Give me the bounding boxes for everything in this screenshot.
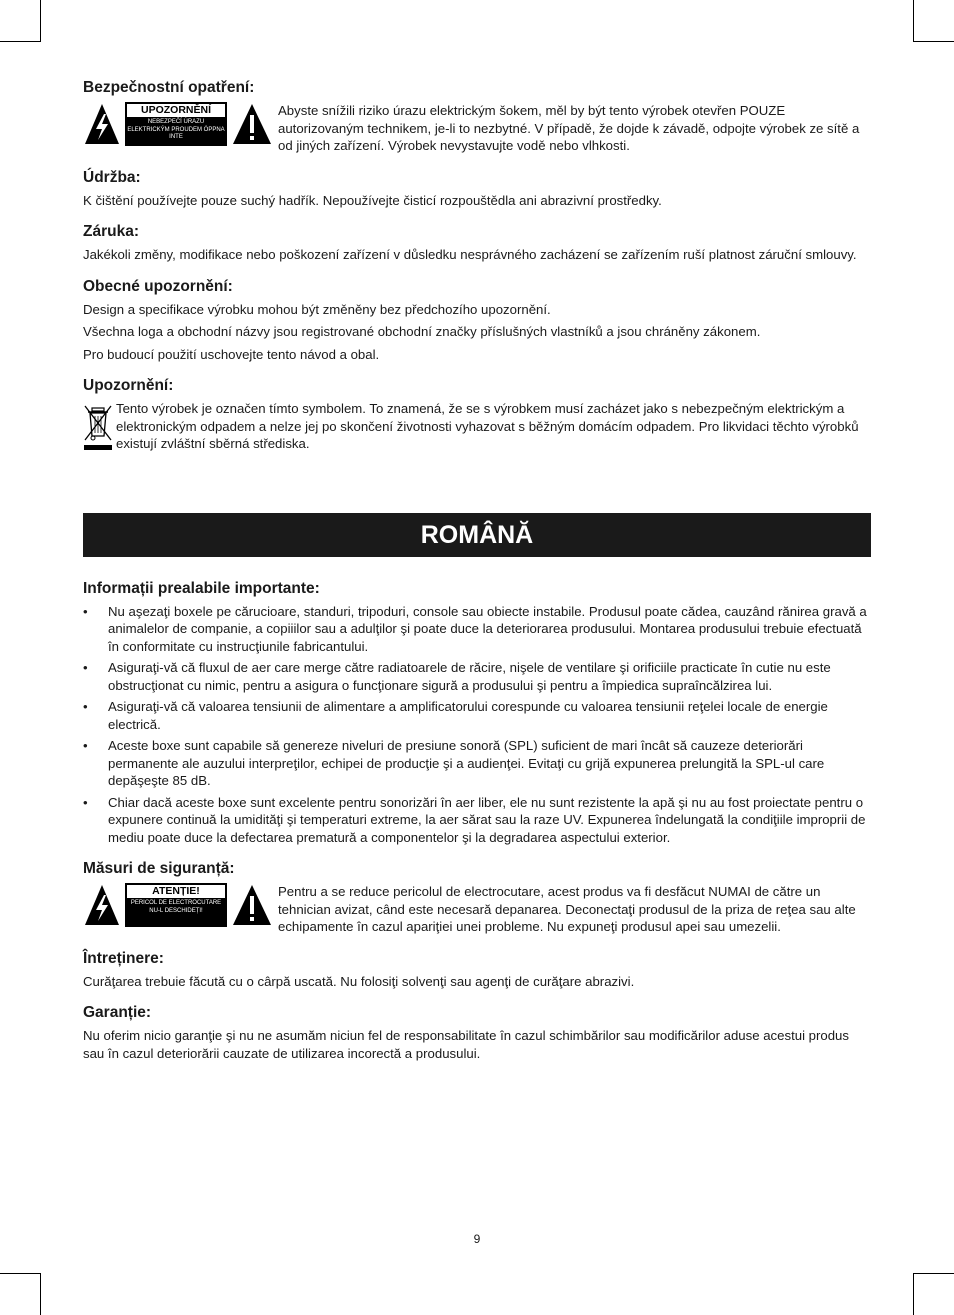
ro-caution-label-sub: PERICOL DE ELECTROCUTARE NU-L DESCHIDEȚI! bbox=[130, 900, 222, 914]
cz-warning-graphic bbox=[83, 102, 273, 148]
ro-maintenance-section bbox=[83, 949, 871, 991]
cz-caution-label bbox=[125, 102, 227, 146]
crop-mark bbox=[40, 0, 41, 42]
ro-warranty-section bbox=[83, 1003, 871, 1062]
ro-important-heading: Informații prealabile importante: bbox=[83, 579, 320, 597]
cz-notice-body bbox=[83, 400, 871, 453]
list-item: • Asiguraţi-vă că valoarea tensiunii de alimentare a amplificatorului corespunde cu valoarea tensiunii reţelei locale de energie electrică. bbox=[83, 699, 828, 732]
crop-mark bbox=[0, 1273, 41, 1274]
ro-caution-label bbox=[125, 883, 227, 927]
ro-warranty-heading: Garanție: bbox=[83, 1004, 152, 1021]
ro-safety-section bbox=[83, 859, 871, 936]
cz-maintenance-heading: Údržba: bbox=[83, 168, 141, 186]
crop-mark bbox=[913, 41, 954, 42]
crop-mark bbox=[913, 1273, 914, 1315]
cz-safety-text: Abyste snížili riziko úrazu elektrickým šokem, měl by být tento výrobek otevřen POUZE autorizovaným technikem, je-li to nezbytné. V případě, že dojde k závadě, odpojte výrobek ze sítě a od jiných zařízení. Výrobek nevystavujte vodě nebo vlhkosti. bbox=[278, 103, 860, 153]
weee-bin-icon bbox=[83, 402, 113, 452]
exclamation-warning-icon bbox=[231, 883, 273, 927]
cz-maintenance-section bbox=[83, 168, 871, 210]
cz-safety-heading: Bezpečnostní opatření: bbox=[83, 79, 255, 96]
list-item: • Asiguraţi-vă că fluxul de aer care merge către radiatoarele de răcire, nişele de ventilare şi orificiile practicate în cutie nu este obstrucţionat cu nimic, pentru a asigura o funcţionare sigură a produsului şi pentru a împiedica supraîncălzirea lui. bbox=[83, 660, 831, 693]
cz-general-heading: Obecné upozornění: bbox=[83, 277, 233, 295]
ro-caution-label-title: ATENȚIE! bbox=[127, 885, 225, 898]
ro-important-list bbox=[83, 603, 871, 847]
cz-safety-section bbox=[83, 78, 871, 155]
ro-safety-heading: Măsuri de siguranță: bbox=[83, 860, 235, 877]
cz-maintenance-text: K čištění používejte pouze suchý hadřík. Nepoužívejte čisticí rozpouštědla ani abrazivní prostředky. bbox=[83, 192, 662, 208]
exclamation-warning-icon bbox=[231, 102, 273, 146]
cz-general-text-1: Design a specifikace výrobku mohou být změněny bez předchozího upozornění. bbox=[83, 301, 551, 317]
ro-warranty-text: Nu oferim nicio garanţie şi nu ne asumăm niciun fel de responsabilitate în cazul schimbărilor sau modificărilor aduse acestui produs sau în cazul deteriorării cauzate de utilizarea incorectă a produsului. bbox=[83, 1028, 849, 1061]
cz-warranty-section bbox=[83, 222, 871, 264]
electric-shock-warning-icon bbox=[83, 102, 121, 146]
language-banner: ROMÂNĂ bbox=[83, 513, 871, 557]
cz-caution-label-title: UPOZORNĚNÍ bbox=[127, 104, 225, 117]
ro-safety-body bbox=[83, 883, 871, 936]
cz-warranty-heading: Záruka: bbox=[83, 223, 139, 240]
cz-warranty-text: Jakékoli změny, modifikace nebo poškození zařízení v důsledku nesprávného zacházení se zařízením ruší platnost záruční smlouvy. bbox=[83, 247, 857, 262]
page-number: 9 bbox=[473, 1232, 481, 1246]
crop-mark bbox=[913, 1273, 954, 1274]
crop-mark bbox=[0, 41, 41, 42]
ro-maintenance-text: Curăţarea trebuie făcută cu o cârpă uscată. Nu folosiţi solvenţi sau agenţi de curăţare abrazivi. bbox=[83, 973, 635, 989]
cz-safety-body bbox=[83, 102, 871, 155]
cz-notice-section bbox=[83, 376, 871, 453]
crop-mark bbox=[40, 1273, 41, 1315]
cz-general-section bbox=[83, 277, 871, 364]
electric-shock-warning-icon bbox=[83, 883, 121, 927]
list-item: • Aceste boxe sunt capabile să genereze niveluri de presiune sonoră (SPL) suficient de mari încât să cauzeze deteriorări permanente ale auzului interpreţilor, echipei de producţie şi a audienţei. Evitaţi cu grijă expunerea prelungită la SPL-ul care depăşeşte 85 dB. bbox=[83, 738, 825, 788]
cz-caution-label-sub: NEBEZPEČÍ ÚRAZU ELEKTRICKÝM PROUDEM ÓPPNA INTE bbox=[127, 119, 225, 140]
ro-important-section bbox=[83, 579, 871, 847]
cz-notice-text: Tento výrobek je označen tímto symbolem. To znamená, že se s výrobkem musí zacházet jako s nebezpečným elektrickým a elektronickým odpadem a nelze jej po skončení životnosti vyhazovat s běžným domácím odpadem. Pro likvidaci těchto výrobků existují zvláštní sběrná střediska. bbox=[116, 401, 859, 451]
crop-mark bbox=[913, 0, 914, 42]
list-item: • Nu aşezaţi boxele pe cărucioare, standuri, tripoduri, console sau obiecte instabile. Produsul poate cădea, cauzând rănirea gravă a animalelor de companie, a copiiilor sau a adulţilor şi poate duce la deteriorarea produsului. Montarea produsului trebuie efectuată în conformitate cu instrucţiunile fabricantului. bbox=[83, 603, 867, 654]
ro-maintenance-heading: Întreținere: bbox=[83, 949, 164, 967]
cz-general-text-2: Všechna loga a obchodní názvy jsou registrované obchodní značky příslušných vlastníků a jsou chráněny zákonem. bbox=[83, 324, 761, 339]
ro-warning-graphic bbox=[83, 883, 273, 929]
cz-general-text-3: Pro budoucí použití uschovejte tento návod a obal. bbox=[83, 346, 380, 362]
list-item: • Chiar dacă aceste boxe sunt excelente pentru sonorizări în aer liber, ele nu sunt rezistente la apă şi nu au fost proiectate pentru o expunere continuă la umidităţi şi temperaturi extreme, la aer sărat sau la raze UV. Expunerea îndelungată la condiţiile improprii de mediu poate duce la defectarea prematură a componentelor şi la degradarea aspectului exterior. bbox=[83, 794, 866, 845]
cz-notice-heading: Upozornění: bbox=[83, 377, 174, 394]
ro-safety-text: Pentru a se reduce pericolul de electrocutare, acest produs va fi desfăcut NUMAI de către un tehnician avizat, când este necesară depanarea. Deconectaţi produsul de la priza de reţea sau alte echipamente în cazul apariţiei unei probleme. Nu expuneţi produsul apei sau umezelii. bbox=[278, 884, 856, 934]
page-content bbox=[83, 78, 871, 1075]
